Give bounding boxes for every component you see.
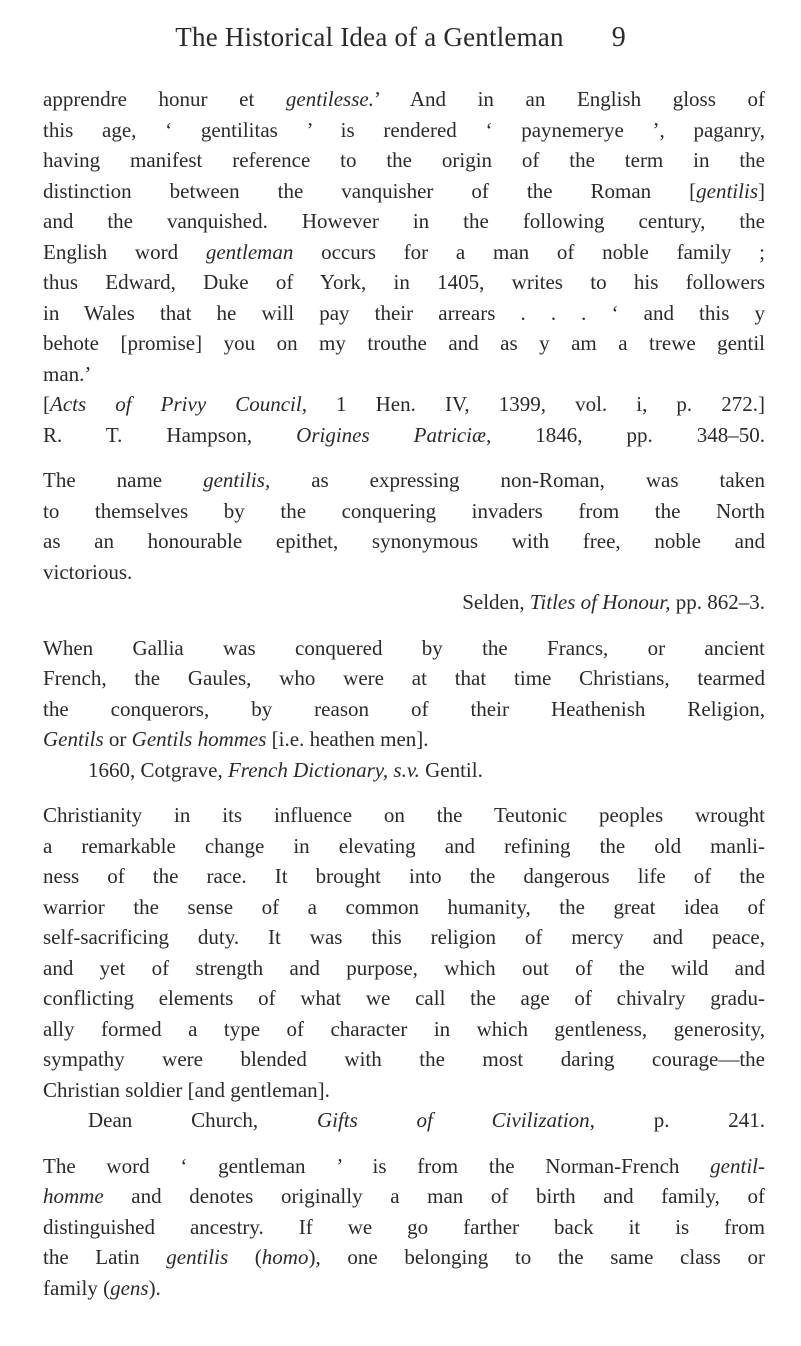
text-line — [43, 84, 765, 115]
text-run: R. T. Hampson, — [43, 422, 297, 447]
text-line — [43, 694, 765, 725]
text-line — [43, 465, 765, 496]
text-run: English word — [43, 239, 206, 264]
text-line — [43, 496, 765, 527]
text-run: and yet of strength and purpose, which out of the wild and — [43, 955, 765, 980]
text-line — [43, 420, 765, 451]
text-run: as an honourable epithet, synonymous with free, noble and — [43, 529, 765, 553]
text-run: warrior the sense of a common humanity, the great idea of — [43, 894, 765, 919]
text-run: self-sacrificing duty. It was this religion of mercy and peace, — [43, 925, 765, 949]
text-run: sympathy were blended with the most daring courage—the — [43, 1047, 765, 1071]
text-run: and the vanquished. However in the following century, the — [43, 209, 765, 233]
text-run: Christian soldier [and gentleman]. — [43, 1077, 330, 1102]
text-run: man.’ — [43, 361, 92, 386]
text-run: conflicting elements of what we call the age of chivalry gradu- — [43, 986, 765, 1010]
text-run: ally formed a type of character in which gentleness, generosity, — [43, 1016, 765, 1041]
text-run: occurs for a man of noble family ; — [293, 239, 766, 264]
italic-text: gentil- — [710, 1153, 765, 1178]
italic-text: s.v. — [393, 757, 420, 782]
text-run: to themselves by the conquering invaders from the North — [43, 498, 765, 523]
text-line — [43, 1075, 765, 1106]
text-run: 1846, pp. 348–50. — [491, 422, 766, 447]
text-run: The word ‘ gentleman ’ is from the Norman-French — [43, 1153, 711, 1178]
italic-text: Origines Patriciæ, — [296, 422, 492, 447]
text-run: the Latin — [43, 1245, 167, 1269]
text-run: distinguished ancestry. If we go farther back it is from — [43, 1214, 765, 1239]
text-line — [43, 298, 765, 329]
text-run: in Wales that he will pay their arrears . . . ‘ and this y — [43, 300, 765, 325]
running-header — [0, 22, 801, 66]
italic-text: gentilis, — [203, 468, 271, 492]
text-line — [43, 115, 765, 146]
text-run: ] — [758, 178, 765, 203]
text-line — [43, 145, 765, 176]
text-run: victorious. — [43, 559, 133, 584]
text-run: French, the Gaules, who were at that time Christians, tearmed — [43, 666, 765, 690]
text-line — [43, 587, 765, 618]
text-line — [43, 1212, 765, 1243]
italic-text: gentleman — [205, 239, 294, 264]
text-line — [43, 983, 765, 1014]
text-run: 1660, Cotgrave, — [88, 757, 228, 782]
running-title: The Historical Idea of a Gentleman — [175, 22, 564, 52]
italic-text: gentilis — [166, 1245, 229, 1269]
text-line — [43, 1014, 765, 1045]
text-line — [43, 267, 765, 298]
text-run: ( — [228, 1245, 262, 1269]
text-run: When Gallia was conquered by the Francs, or ancient — [43, 635, 765, 660]
text-run: ’ And in an English gloss of — [373, 87, 765, 111]
text-line — [43, 1242, 765, 1273]
text-run: thus Edward, Duke of York, in 1405, writes to his followers — [43, 270, 765, 294]
text-line — [43, 922, 765, 953]
italic-text: French Dictionary, — [227, 757, 389, 782]
italic-text: Gentils — [43, 727, 104, 751]
text-run: or — [103, 727, 132, 751]
italic-text: Titles of Honour, — [529, 590, 671, 614]
text-run: family ( — [43, 1275, 111, 1300]
text-run: a remarkable change in elevating and refining the old manli- — [43, 833, 765, 858]
text-run: pp. 862–3. — [670, 590, 765, 614]
text-line — [43, 755, 765, 786]
paragraph — [43, 465, 765, 618]
text-line — [43, 1181, 765, 1212]
text-run: 1 Hen. IV, 1399, vol. i, p. 272.] — [306, 392, 765, 416]
text-line — [43, 861, 765, 892]
text-run: p. 241. — [594, 1108, 765, 1132]
text-run: The name — [43, 468, 204, 492]
text-run: Selden, — [462, 590, 530, 614]
text-run: [i.e. heathen men]. — [266, 727, 429, 751]
text-line — [43, 831, 765, 862]
text-line — [43, 237, 765, 268]
text-line — [43, 1151, 765, 1182]
text-line — [43, 389, 765, 420]
text-run: ness of the race. It brought into the dangerous life of the — [43, 864, 765, 888]
page-body — [43, 84, 765, 1318]
italic-text: gens — [110, 1275, 149, 1300]
text-line — [43, 1105, 765, 1136]
paragraph — [43, 800, 765, 1136]
text-line — [43, 328, 765, 359]
text-line — [43, 359, 765, 390]
text-run: behote [promise] you on my trouthe and as y am a trewe gentil — [43, 331, 765, 355]
italic-text: Acts of Privy Council, — [50, 392, 307, 416]
text-line — [43, 892, 765, 923]
text-line — [43, 1273, 765, 1304]
text-run: the conquerors, by reason of their Heathenish Religion, — [43, 696, 765, 721]
text-run: distinction between the vanquisher of the Roman [ — [43, 178, 697, 203]
italic-text: gentilis — [696, 178, 758, 203]
italic-text: Gifts of Civilization, — [316, 1108, 595, 1132]
text-run: having manifest reference to the origin of the term in the — [43, 148, 765, 172]
text-run: ). — [148, 1275, 161, 1300]
italic-text: gentilesse. — [285, 87, 374, 111]
text-line — [43, 724, 765, 755]
text-line — [43, 526, 765, 557]
text-run: apprendre honur et — [43, 87, 286, 111]
text-line — [43, 557, 765, 588]
text-line — [43, 633, 765, 664]
italic-text: Gentils hommes — [131, 727, 267, 751]
text-line — [43, 1044, 765, 1075]
italic-text: homo — [261, 1245, 309, 1269]
page-number: 9 — [611, 22, 626, 53]
text-line — [43, 176, 765, 207]
text-run: as expressing non-Roman, was taken — [270, 468, 765, 492]
text-run: Dean Church, — [88, 1108, 317, 1132]
text-run: [ — [43, 392, 50, 416]
paragraph — [43, 84, 765, 450]
text-line — [43, 663, 765, 694]
text-run: and denotes originally a man of birth and family, of — [103, 1184, 765, 1208]
text-line — [43, 206, 765, 237]
text-line — [43, 953, 765, 984]
text-run: Christianity in its influence on the Teutonic peoples wrought — [43, 803, 765, 827]
text-run: ), one belonging to the same class or — [308, 1245, 765, 1269]
text-run: this age, ‘ gentilitas ’ is rendered ‘ paynemerye ’, paganry, — [43, 117, 765, 142]
text-line — [43, 800, 765, 831]
paragraph — [43, 633, 765, 786]
paragraph — [43, 1151, 765, 1304]
italic-text: homme — [43, 1184, 104, 1208]
text-run: Gentil. — [419, 757, 483, 782]
